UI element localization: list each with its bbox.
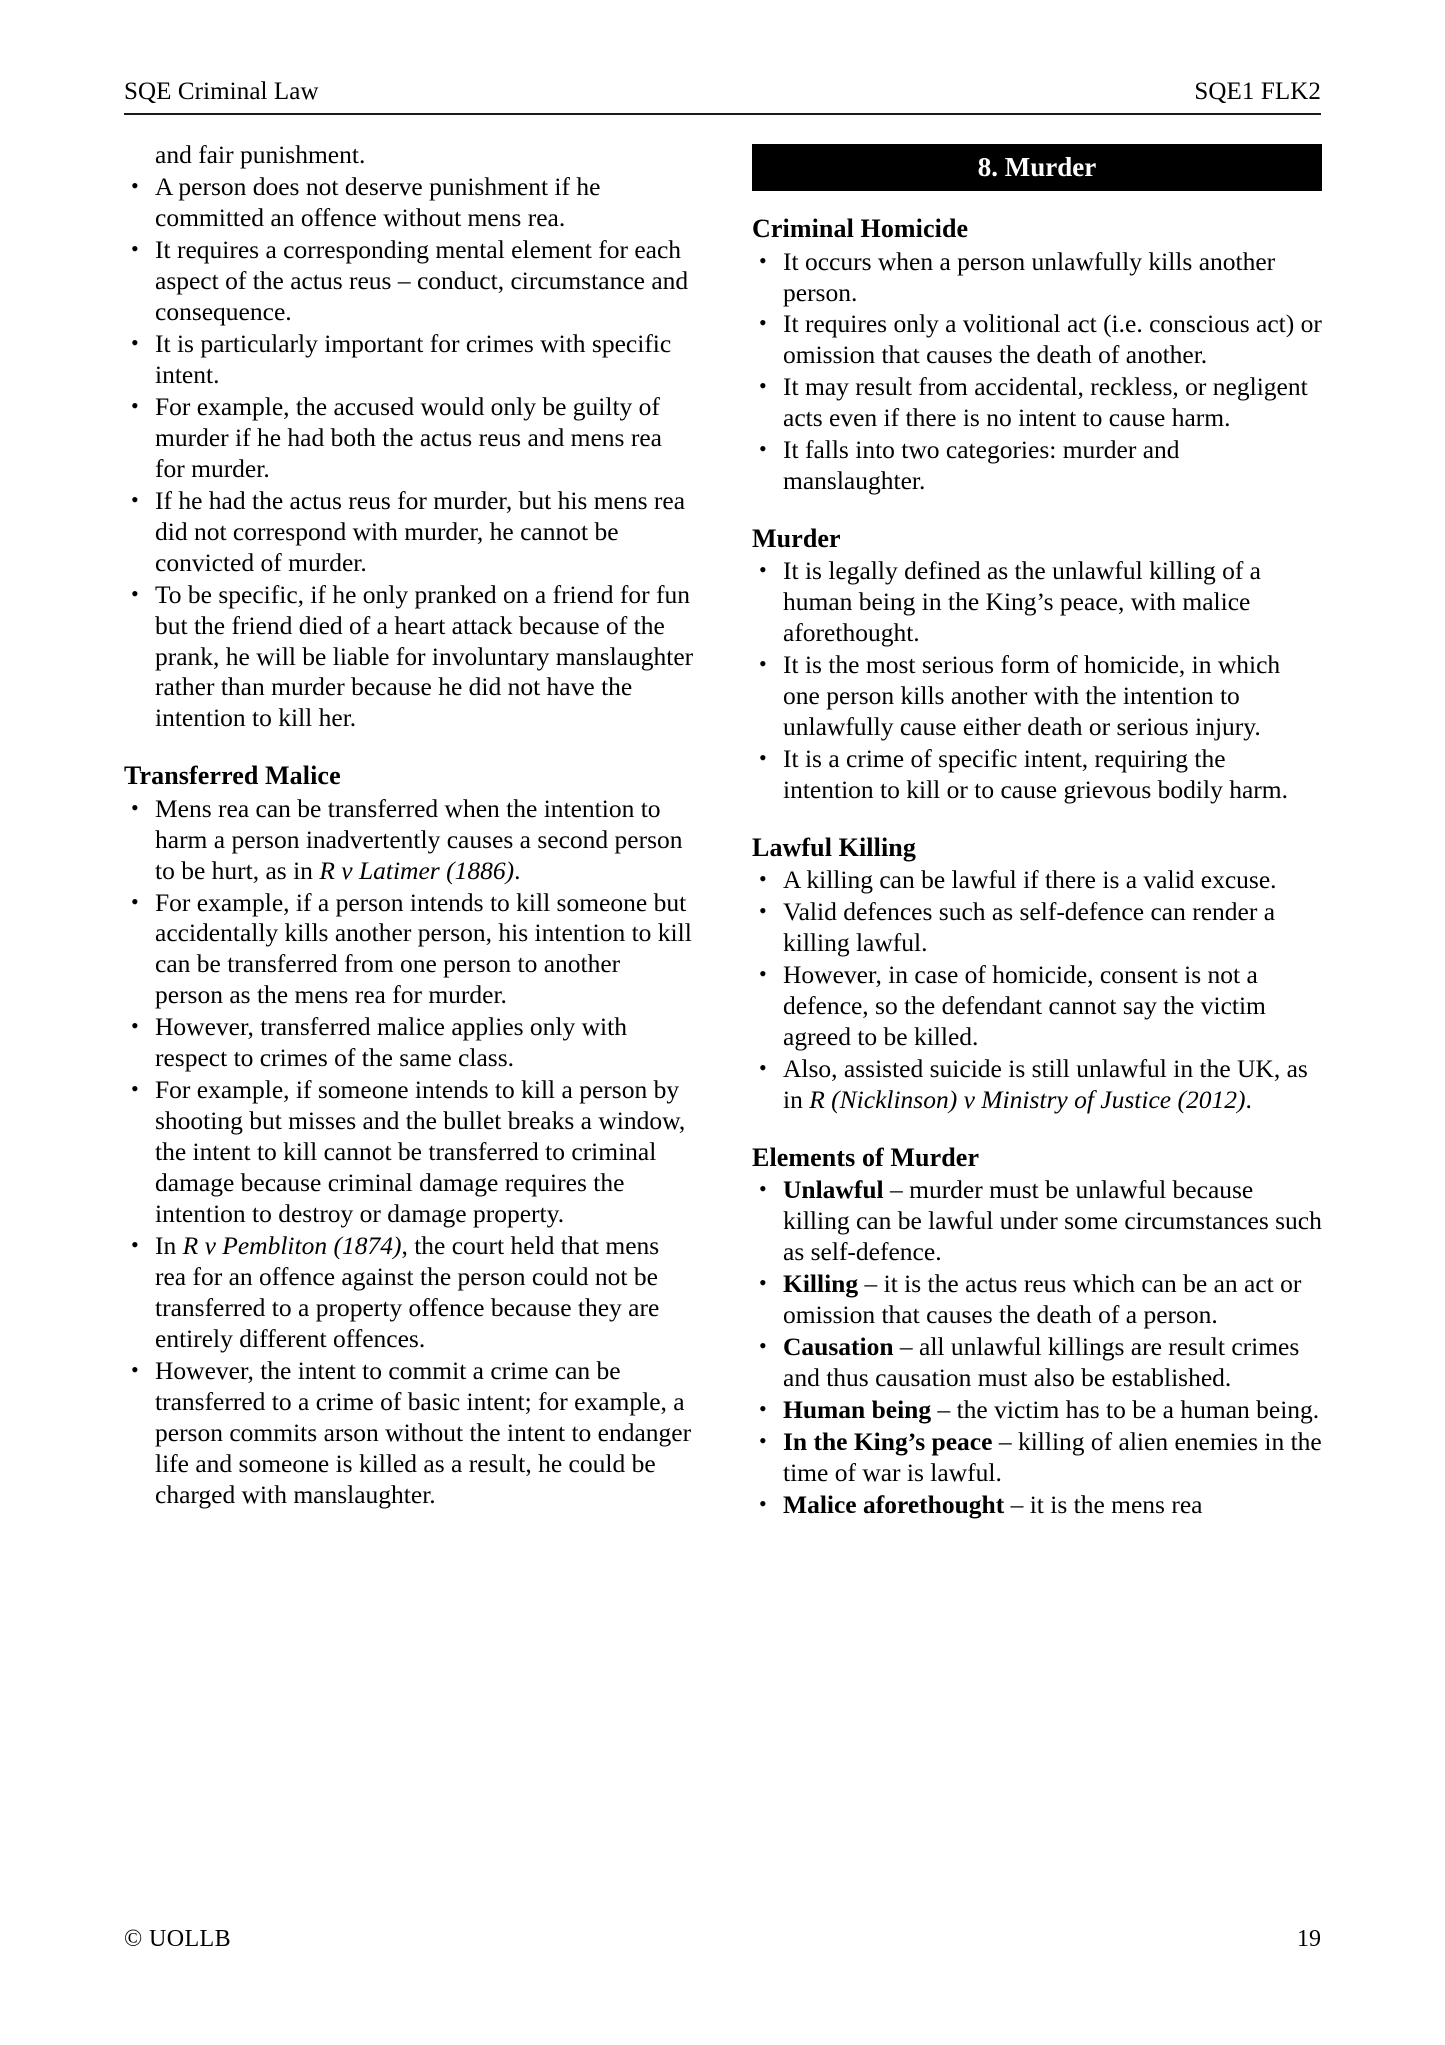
running-header [124,78,1321,115]
bullet-text-run: It may result from accidental, reckless, or negligent acts even if there is no intent to cause harm. [783,372,1308,433]
list-item: • It is particularly important for crimes with specific intent. [124,329,694,391]
bullet-text-run: – it is the mens rea [1004,1490,1203,1520]
bullet-text-run: Valid defences such as self-defence can render a killing lawful. [783,897,1276,958]
list-item [752,309,1322,371]
bullet-text-run: A killing can be lawful if there is a valid excuse. [783,865,1277,895]
left-column [124,140,694,1522]
bullet-text-run: It is legally defined as the unlawful killing of a human being in the King’s peace, with malice aforethought. [783,556,1262,648]
bullet-text-run: However, in case of homicide, consent is not a defence, so the defendant cannot say the victim agreed to be killed. [783,960,1266,1052]
list-item [752,897,1322,959]
bullet-text-run: Killing [783,1269,859,1299]
list-item [124,1356,694,1511]
bullet-text-run: – all unlawful killings are result crimes and thus causation must also be established. [783,1332,1300,1393]
list-item [752,865,1322,896]
bullet-list [752,1175,1322,1521]
list-item [124,888,694,1012]
bullet-text-run: For example, if a person intends to kill someone but accidentally kills another person, his intention to kill can be transferred from one person to another person as the mens rea for murder. [155,887,692,1010]
running-footer [124,1926,1321,1953]
bullet-text-run: Human being [783,1395,932,1425]
list-item [752,1332,1322,1394]
bullet-text-run: – the victim has to be a human being. [931,1395,1320,1425]
transferred-malice-section [124,760,694,1510]
bullet-text-run: – it is the actus reus which can be an act or omission that causes the death of a person. [783,1269,1302,1330]
footer-page-number: 19 [1297,1926,1321,1952]
section-banner: 8. Murder [752,144,1322,191]
bullet-text-run: R v Latimer (1886) [319,855,515,885]
bullet-text-run: R v Pembliton (1874) [182,1231,402,1261]
transferred-malice-bullet-list [124,794,694,1511]
list-item: • For example, the accused would only be guilty of murder if he had both the actus reus and mens rea for murder. [124,392,694,485]
list-item [124,1231,694,1355]
bullet-list [752,247,1322,498]
list-item [752,1395,1322,1426]
bullet-text-run: – killing of alien enemies in the time of war is lawful. [783,1427,1322,1488]
continuation-line: and fair punishment. [155,140,366,169]
list-item [752,435,1322,497]
footer-copyright: © UOLLB [124,1926,232,1952]
bullet-text-run: Causation [783,1332,894,1362]
bullet-text-run: For example, if someone intends to kill a person by shooting but misses and the bullet breaks a window, the intent to kill cannot be transferred to criminal damage because criminal damage requires the intention to destroy or damage property. [155,1075,686,1229]
right-column [752,140,1322,1522]
bullet-text-run: It is the most serious form of homicide, in which one person kills another with the intention to unlawfully cause either death or serious injury. [783,650,1281,742]
bullet-text-run: , the court held that mens rea for an offence against the person could not be transferred to a property offence because they are entirely different offences. [155,1231,660,1354]
bullet-text-run: It occurs when a person unlawfully kills another person. [783,246,1276,307]
header-exam-code: SQE1 FLK2 [1194,78,1321,105]
section-heading: Criminal Homicide [752,214,969,244]
list-item [752,372,1322,434]
bullet-text-run: . [1245,1085,1252,1115]
list-item [752,1427,1322,1489]
content-section [752,523,1322,806]
content-section [752,213,1322,497]
right-column-sections [752,213,1322,1521]
list-item [124,1075,694,1230]
list-item [124,1012,694,1074]
list-item: • If he had the actus reus for murder, but his mens rea did not correspond with murder, he cannot be convicted of murder. [124,486,694,579]
bullet-list [752,865,1322,1116]
bullet-text-run: However, the intent to commit a crime can be transferred to a crime of basic intent; for example, a person commits arson without the intent to endanger life and someone is killed as a result, he could be charged with manslaughter. [155,1356,692,1509]
list-item: • It requires a corresponding mental element for each aspect of the actus reus – conduct, circumstance and consequence. [124,235,694,328]
intro-bullet-list [124,172,694,734]
list-item [752,744,1322,806]
list-item [752,650,1322,743]
list-item [752,1490,1322,1521]
list-item: • A person does not deserve punishment if he committed an offence without mens rea. [124,172,694,234]
intro-section [124,140,694,734]
bullet-text-run: It is a crime of specific intent, requiring the intention to kill or to cause grievous bodily harm. [783,744,1288,805]
list-item: • To be specific, if he only pranked on a friend for fun but the friend died of a heart attack because of the prank, he will be liable for involuntary manslaughter rather than murder because he did not have the intention to kill her. [124,580,694,735]
bullet-text-run: However, transferred malice applies only with respect to crimes of the same class. [155,1012,627,1073]
bullet-text-run: It falls into two categories: murder and manslaughter. [783,435,1180,496]
bullet-list [752,556,1322,806]
bullet-text-run: Malice aforethought [783,1490,1005,1520]
bullet-text-run: In the King’s peace [783,1427,993,1457]
bullet-text-run: It requires only a volitional act (i.e. conscious act) or omission that causes the death of another. [783,309,1322,370]
bullet-text-run: Also, assisted suicide is still unlawful in the UK, as in [783,1054,1308,1115]
content-section [752,1142,1322,1521]
bullet-text-run: Mens rea can be transferred when the intention to harm a person inadvertently causes a second person to be hurt, as in [155,793,683,885]
section-heading: Elements of Murder [752,1143,980,1173]
section-heading: Murder [752,524,841,554]
list-item [752,960,1322,1053]
list-item [752,1054,1322,1116]
section-heading: Lawful Killing [752,833,916,863]
content-section [752,832,1322,1116]
bullet-text-run: – murder must be unlawful because killing can be lawful under some circumstances such as self-defence. [783,1175,1322,1267]
list-item [752,556,1322,649]
list-item [752,1175,1322,1268]
bullet-text-run: Unlawful [783,1175,884,1205]
header-subject-title: SQE Criminal Law [124,78,319,105]
section-heading-transferred-malice: Transferred Malice [124,761,341,791]
list-item [752,247,1322,309]
list-item [124,794,694,887]
list-item [752,1269,1322,1331]
bullet-text-run: R (Nicklinson) v Ministry of Justice (2012) [809,1085,1246,1115]
two-column-body [124,140,1321,1522]
bullet-text-run: In [155,1231,183,1261]
bullet-text-run: . [514,855,521,885]
